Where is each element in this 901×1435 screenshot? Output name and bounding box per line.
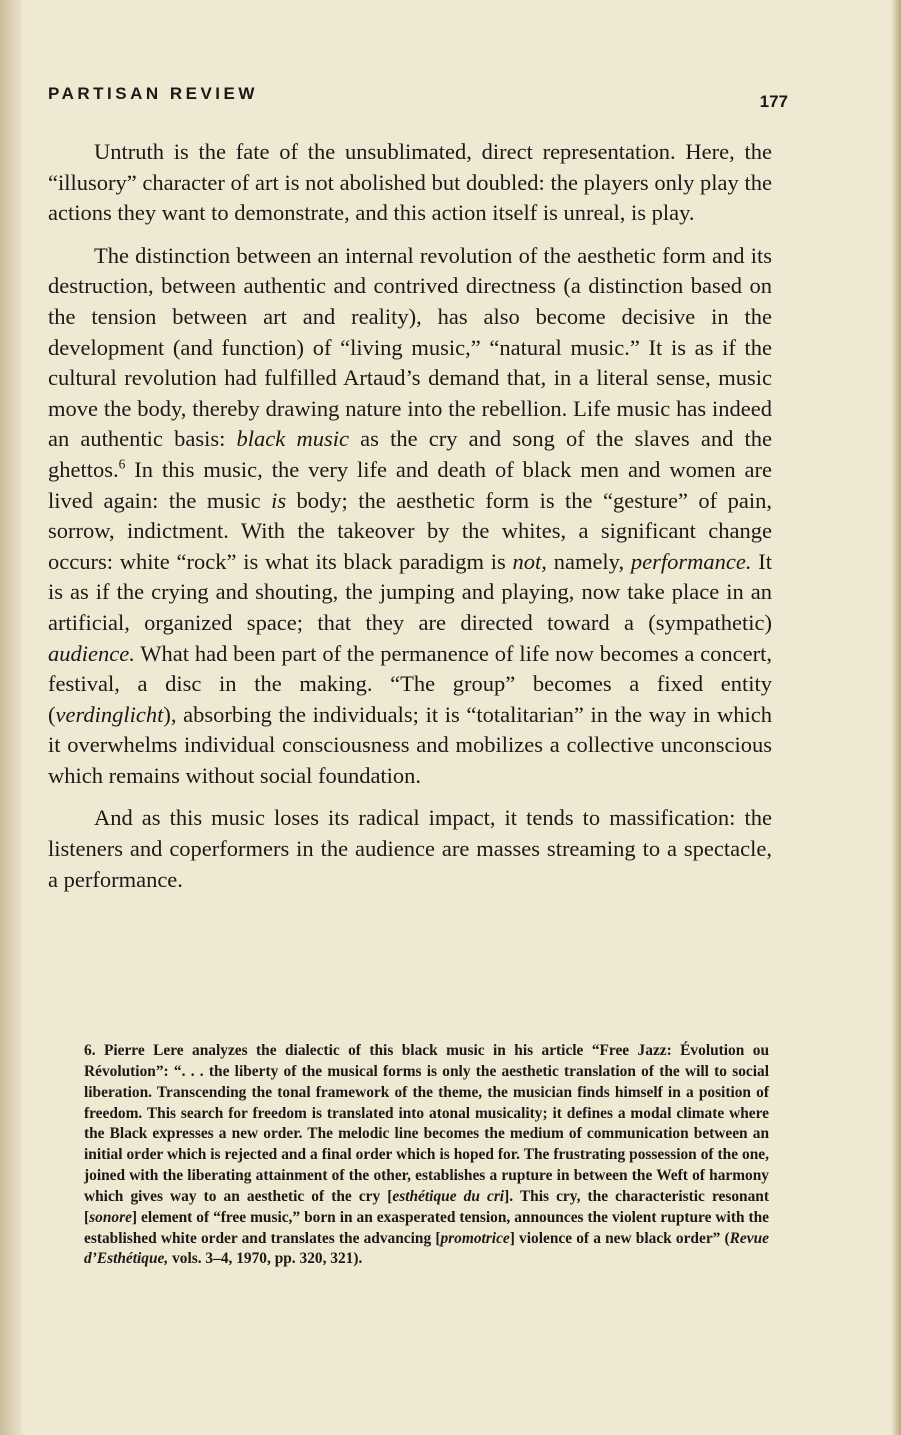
emphasis-text: sonore	[89, 1208, 132, 1226]
emphasis-text: not,	[512, 548, 547, 574]
text-run: vols. 3–4, 1970, pp. 320, 321).	[168, 1250, 363, 1268]
page-gutter-shadow	[0, 0, 22, 1435]
paragraph-1: Untruth is the fate of the unsublimated, direct representation. Here, the “illusory” character of art is not abolished but doubled: the players only play the actions they want to demonstrate, and this action itself is unreal, is play.	[48, 139, 772, 226]
running-head: PARTISAN REVIEW	[48, 84, 258, 103]
main-text	[48, 137, 772, 895]
text-run: body; the aesthetic form is the “gesture” of pain, sorrow, indictment. With the takeover by the whites, a significant change occurs: white “rock” is what its black paradigm is	[48, 487, 772, 574]
emphasis-text: verdinglicht	[55, 701, 164, 727]
text-run: The distinction between an internal revolution of the aesthetic form and its destruction, between authentic and contrived directness (a distinction based on the tension between art and reality), has also become decisive in the development (and function) of “living music,” “natural music.” It is as if the cultural revolution had fulfilled Artaud’s demand that, in a literal sense, music move the body, thereby drawing nature into the rebellion. Life music has indeed an authentic basis:	[48, 242, 772, 452]
page-edge-shadow	[891, 0, 901, 1435]
text-run: In this music, the very life and death of black men and women are lived again: the music	[48, 456, 772, 513]
emphasis-text: Revue d’Esthétique,	[84, 1229, 769, 1268]
text-run: It is as if the crying and shouting, the jumping and playing, now take place in an artificial, organized space; that they are directed toward a (sympathetic)	[48, 548, 772, 635]
footnote-6	[84, 1041, 769, 1270]
text-run: What had been part of the permanence of life now becomes a concert, festival, a disc in the making. “The group” becomes a fixed entity (	[48, 640, 772, 727]
text-run: ]. This cry, the characteristic resonant [	[84, 1187, 769, 1226]
text-run: ] element of “free music,” born in an exasperated tension, announces the violent rupture with the established white order and translates the advancing [	[84, 1208, 769, 1247]
paragraph-2	[48, 241, 772, 792]
emphasis-text: black music	[236, 426, 349, 452]
emphasis-text: promotrice	[440, 1229, 510, 1247]
page-header	[48, 84, 788, 114]
text-run: ] violence of a new black order” (	[509, 1229, 730, 1247]
emphasis-text: esthétique du cri	[392, 1187, 505, 1205]
text-run: 6. Pierre Lere analyzes the dialectic of this black music in his article “Free Jazz: Évolution ou Révolution”: “. . . the liberty of the musical forms is only the aesthetic translation of the will to social liberation. Transcending the tonal framework of the theme, the musician finds himself in a position of freedom. This search for freedom is translated into atonal musicality; it defines a modal climate where the Black expresses a new order. The melodic line becomes the medium of communication between an initial order which is rejected and a final order which is hoped for. The frustrating possession of the one, joined with the liberating attainment of the other, establishes a rupture in between the Weft of harmony which gives way to an aesthetic of the cry [	[84, 1042, 769, 1205]
emphasis-text: is	[271, 487, 287, 513]
paragraph-3: And as this music loses its radical impact, it tends to massification: the listeners and coperformers in the audience are masses streaming to a spectacle, a performance.	[48, 805, 772, 892]
footnote-reference: 6	[118, 456, 126, 472]
footnote	[84, 1041, 769, 1270]
emphasis-text: audience.	[48, 640, 135, 666]
text-run: namely,	[546, 548, 631, 574]
text-run: ), absorbing the individuals; it is “totalitarian” in the way in which it overwhelms individual consciousness and mobilizes a collective unconscious which remains without social foundation.	[48, 701, 772, 788]
emphasis-text: performance.	[630, 548, 752, 574]
page-number: 177	[759, 92, 788, 111]
text-run: as the cry and song of the slaves and the ghettos.	[48, 426, 773, 482]
